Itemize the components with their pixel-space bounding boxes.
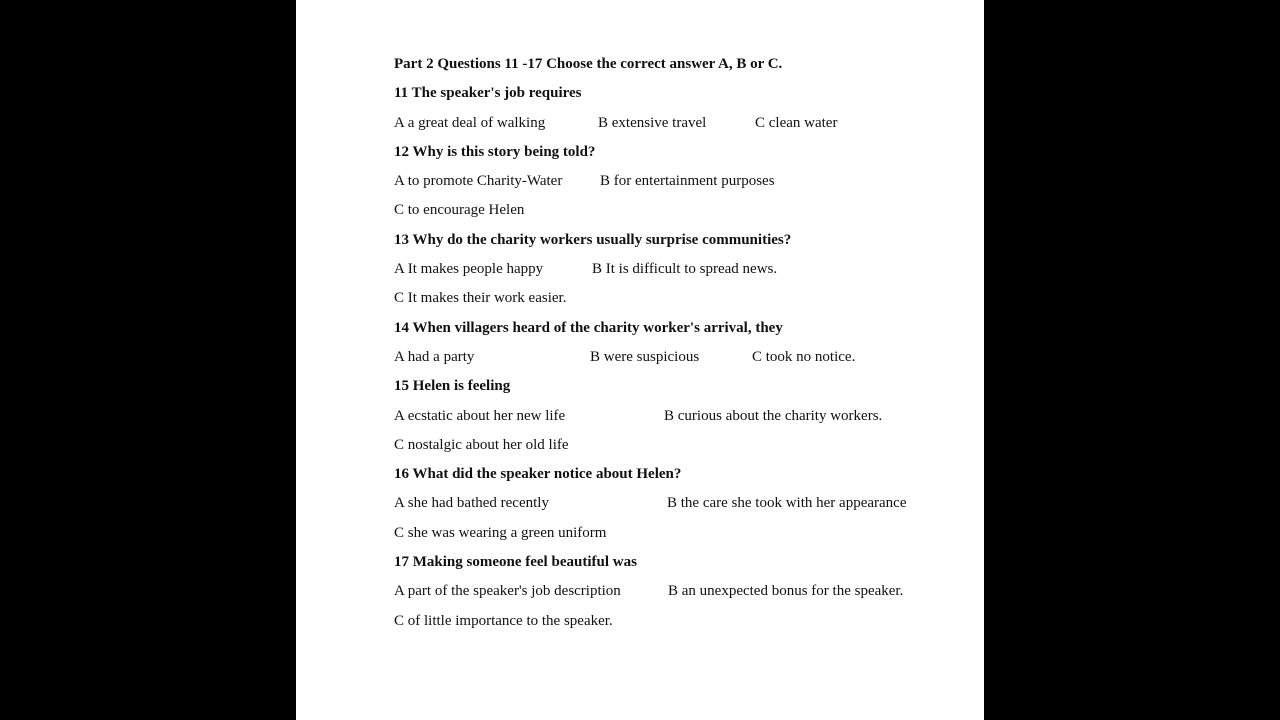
option-b: B It is difficult to spread news. [592,261,778,278]
option-b: B for entertainment purposes [600,173,775,190]
options-row [394,489,964,518]
question-13: 13 Why do the charity workers usually surprise communities? [394,231,792,248]
options-row [394,343,964,372]
question-11: 11 The speaker's job requires [394,85,582,102]
option-c: C It makes their work easier. [394,290,567,307]
option-b: B curious about the charity workers. [664,407,883,424]
document-page [296,0,984,720]
option-a: A ecstatic about her new life [394,407,566,424]
question-17: 17 Making someone feel beautiful was [394,554,637,571]
options-row [394,255,964,284]
option-b: B an unexpected bonus for the speaker. [668,583,904,600]
option-c: C of little importance to the speaker. [394,612,613,629]
question-15: 15 Helen is feeling [394,378,511,395]
option-a: A part of the speaker's job description [394,583,621,600]
worksheet-content [394,50,964,636]
option-c: C to encourage Helen [394,202,525,219]
question-14: 14 When villagers heard of the charity worker's arrival, they [394,319,783,336]
option-b: B extensive travel [598,114,707,131]
options-row [394,607,964,636]
options-row [394,577,964,606]
options-row [394,284,964,313]
option-c: C took no notice. [752,348,856,365]
option-c: C nostalgic about her old life [394,436,569,453]
options-row [394,402,964,431]
question-16: 16 What did the speaker notice about Helen? [394,466,682,483]
option-a: A It makes people happy [394,261,544,278]
question-12: 12 Why is this story being told? [394,143,596,160]
options-row [394,519,964,548]
worksheet-heading: Part 2 Questions 11 -17 Choose the correct answer A, B or C. [394,56,783,72]
option-a: A she had bathed recently [394,495,549,512]
option-b: B the care she took with her appearance [667,495,907,512]
option-a: A a great deal of walking [394,114,546,131]
option-b: B were suspicious [590,348,700,365]
option-a: A to promote Charity-Water [394,173,563,190]
options-row [394,431,964,460]
option-a: A had a party [394,348,475,365]
option-c: C she was wearing a green uniform [394,524,607,541]
option-c: C clean water [755,114,838,131]
options-row [394,109,964,138]
options-row [394,167,964,196]
options-row [394,196,964,225]
